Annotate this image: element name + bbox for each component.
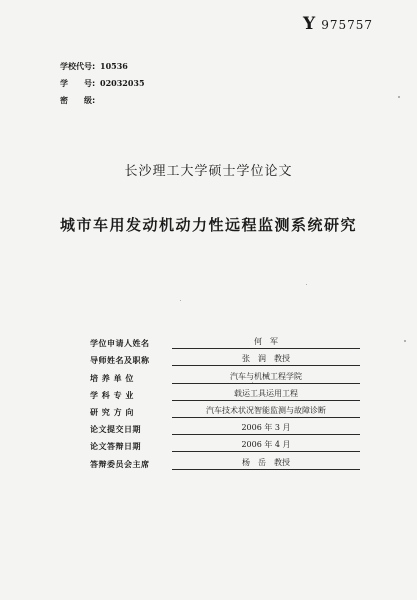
info-value: 何 军 <box>172 336 360 349</box>
info-row-major <box>90 384 360 401</box>
info-row-advisor <box>90 349 360 366</box>
info-value: 2006 年 3 月 <box>172 422 360 435</box>
info-value: 2006 年 4 月 <box>172 439 360 452</box>
scan-speckle <box>252 382 253 383</box>
scan-speckle <box>180 300 181 301</box>
scan-speckle <box>398 96 400 98</box>
info-label: 导师姓名及职称 <box>90 356 150 366</box>
serial-letter: Y <box>303 14 316 34</box>
info-value: 汽车技术状况智能监测与故障诊断 <box>172 405 360 418</box>
info-label: 答辩委员会主席 <box>90 459 150 469</box>
security-level-row <box>60 92 145 109</box>
library-serial-number <box>303 14 373 34</box>
info-row-research-direction <box>90 401 360 418</box>
info-label: 培 养 单 位 <box>90 373 134 383</box>
scan-speckle <box>404 340 406 342</box>
school-code-label: 学校代号: <box>60 62 96 71</box>
info-label: 论文提交日期 <box>90 425 141 435</box>
scan-speckle <box>306 284 307 285</box>
info-row-submission-date <box>90 418 360 435</box>
info-label: 学位申请人姓名 <box>90 339 150 349</box>
info-value: 杨 岳 教授 <box>172 457 360 470</box>
info-value: 张 润 教授 <box>172 353 360 366</box>
info-row-committee-chair <box>90 452 360 469</box>
thesis-type-heading: 长沙理工大学硕士学位论文 <box>124 164 293 179</box>
thesis-title: 城市车用发动机动力性远程监测系统研究 <box>59 216 357 234</box>
thesis-info-table <box>90 332 360 470</box>
serial-digits: 975757 <box>321 18 373 32</box>
info-row-defense-date <box>90 435 360 452</box>
school-code-value: 10536 <box>100 61 128 71</box>
info-label: 学 科 专 业 <box>90 390 134 400</box>
info-value: 载运工具运用工程 <box>172 388 360 401</box>
info-value: 汽车与机械工程学院 <box>172 371 360 384</box>
info-row-applicant <box>90 332 360 349</box>
student-id-label: 学 号: <box>60 79 96 88</box>
security-level-label: 密 级: <box>60 96 96 105</box>
info-row-training-unit <box>90 366 360 383</box>
info-label: 论文答辩日期 <box>90 442 141 452</box>
student-id-value: 02032035 <box>100 78 145 88</box>
info-label: 研 究 方 向 <box>90 407 134 417</box>
school-code-row <box>60 58 145 75</box>
cover-metadata <box>60 58 145 109</box>
student-id-row <box>60 75 145 92</box>
